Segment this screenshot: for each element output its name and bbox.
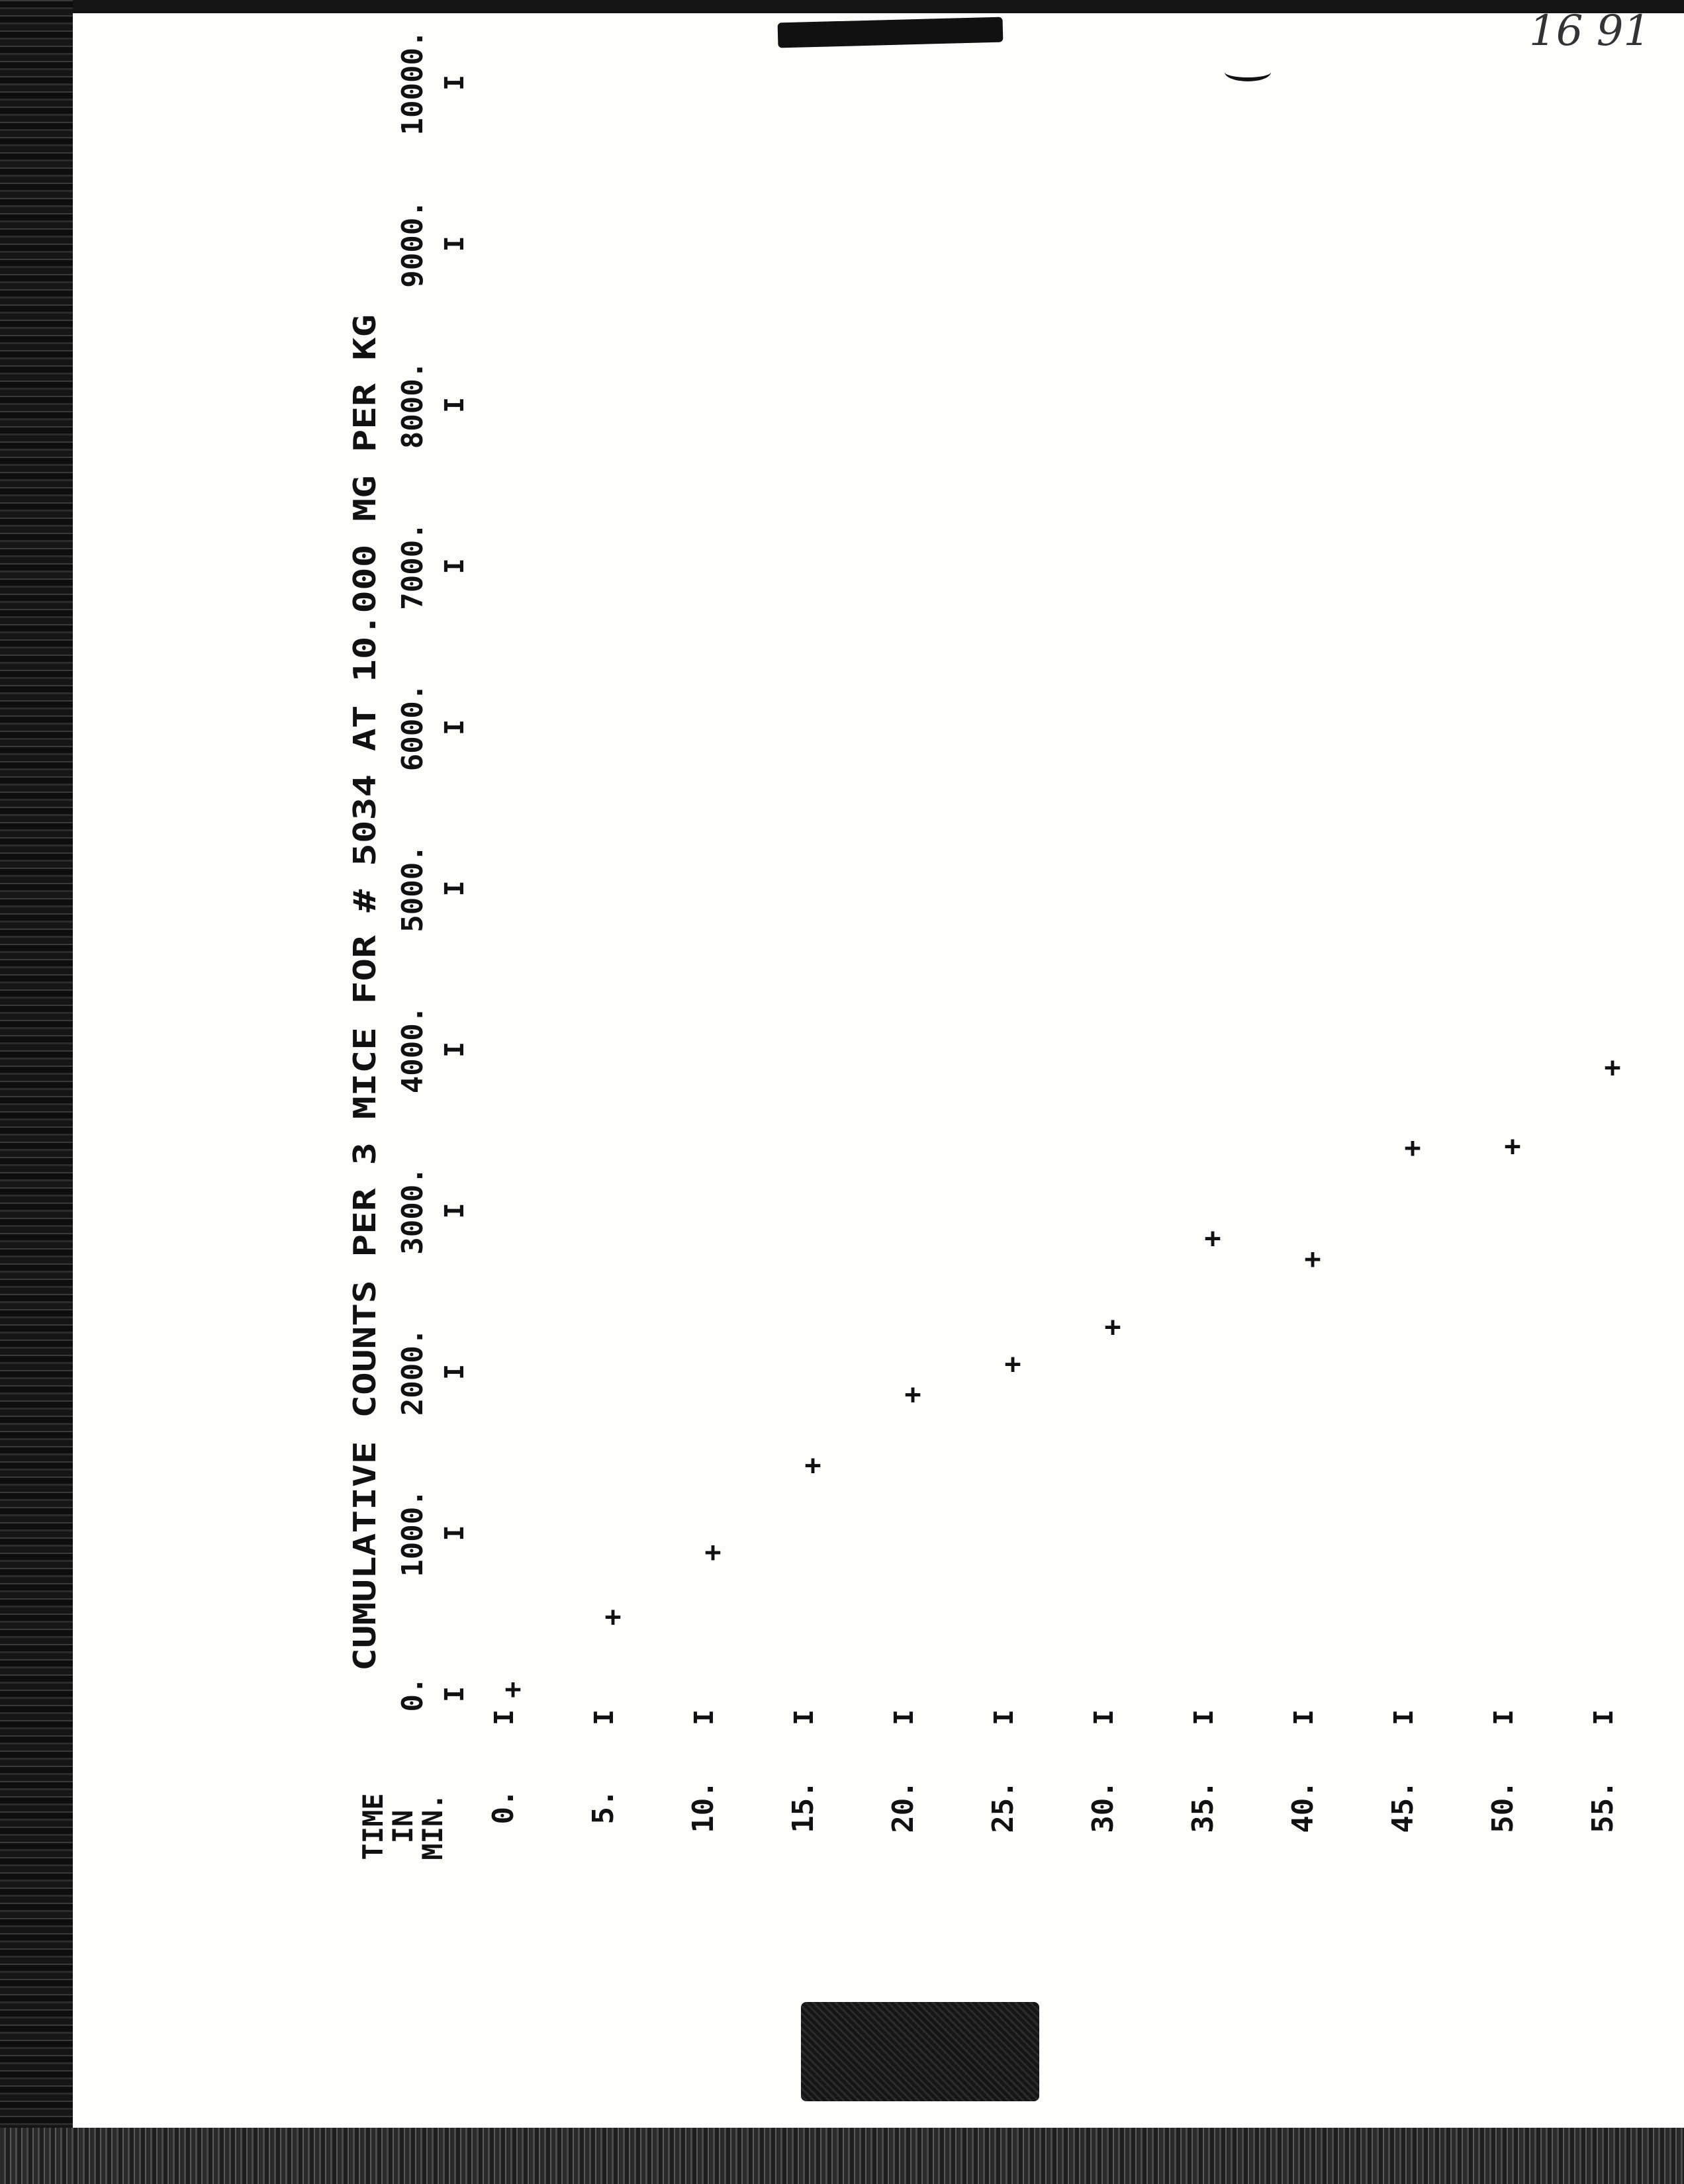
data-point-9: + <box>1404 1131 1421 1164</box>
data-point-10: + <box>1504 1130 1521 1163</box>
count-tick-mark-0: I <box>440 1686 470 1703</box>
time-tick-label-8: 40. <box>1286 1780 1320 1833</box>
count-tick-mark-2: I <box>440 1363 470 1381</box>
time-baseline-mark-9: I <box>1389 1709 1419 1726</box>
time-baseline-mark-6: I <box>1089 1709 1119 1726</box>
count-tick-label-0: 0. <box>396 1676 430 1712</box>
time-baseline-mark-11: I <box>1589 1709 1619 1726</box>
count-tick-label-5: 5000. <box>396 844 430 933</box>
time-baseline-mark-8: I <box>1289 1709 1319 1726</box>
count-tick-label-10: 10000. <box>396 30 430 136</box>
count-tick-label-6: 6000. <box>396 683 430 772</box>
data-point-8: + <box>1304 1242 1321 1275</box>
count-tick-label-4: 4000. <box>396 1005 430 1094</box>
count-tick-mark-8: I <box>440 396 470 414</box>
count-tick-mark-4: I <box>440 1041 470 1058</box>
data-point-6: + <box>1104 1310 1121 1343</box>
time-tick-label-6: 30. <box>1086 1780 1120 1833</box>
time-axis-label-line-1: IN <box>387 1809 419 1844</box>
count-tick-mark-7: I <box>440 558 470 574</box>
count-tick-mark-3: I <box>440 1203 470 1219</box>
chart-layer <box>347 30 1621 1860</box>
data-point-11: + <box>1604 1050 1621 1083</box>
time-tick-label-3: 15. <box>786 1780 820 1833</box>
count-tick-label-8: 8000. <box>396 361 430 449</box>
time-baseline-mark-4: I <box>889 1709 919 1726</box>
time-axis-label-line-0: TIME <box>357 1793 389 1860</box>
time-tick-label-0: 0. <box>487 1789 520 1825</box>
data-point-3: + <box>804 1449 821 1482</box>
count-tick-label-2: 2000. <box>396 1328 430 1416</box>
count-tick-label-1: 1000. <box>396 1489 430 1577</box>
count-tick-mark-1: I <box>440 1525 470 1541</box>
time-tick-label-1: 5. <box>586 1789 620 1825</box>
time-tick-label-7: 35. <box>1186 1780 1220 1833</box>
chart-title: CUMULATIVE COUNTS PER 3 MICE FOR # 5034 AT 10.000 MG PER KG <box>347 590 383 1671</box>
count-tick-label-7: 7000. <box>396 522 430 610</box>
time-tick-label-5: 25. <box>986 1780 1020 1833</box>
time-baseline-mark-2: I <box>689 1709 720 1726</box>
count-tick-mark-9: I <box>440 236 470 252</box>
time-baseline-mark-0: I <box>489 1709 520 1726</box>
time-baseline-mark-7: I <box>1189 1709 1219 1726</box>
time-baseline-mark-10: I <box>1489 1709 1519 1726</box>
data-point-0: + <box>504 1672 522 1706</box>
handwritten-page-number: 16 91 <box>1529 7 1651 56</box>
time-baseline-mark-5: I <box>989 1709 1019 1726</box>
count-tick-label-3: 3000. <box>396 1167 430 1255</box>
data-point-2: + <box>704 1535 722 1569</box>
time-tick-label-9: 45. <box>1386 1780 1420 1833</box>
time-tick-label-11: 55. <box>1586 1780 1620 1833</box>
data-point-7: + <box>1204 1221 1221 1254</box>
data-point-1: + <box>604 1600 622 1633</box>
count-tick-label-9: 9000. <box>396 200 430 288</box>
data-point-4: + <box>904 1378 921 1411</box>
time-axis-label-line-2: MIN. <box>416 1793 449 1860</box>
time-tick-label-10: 50. <box>1486 1780 1520 1833</box>
count-tick-mark-6: I <box>440 719 470 736</box>
count-tick-mark-10: I <box>440 74 470 91</box>
time-baseline-mark-1: I <box>589 1709 620 1726</box>
time-tick-label-2: 10. <box>686 1780 720 1833</box>
time-baseline-mark-3: I <box>789 1709 819 1726</box>
time-tick-label-4: 20. <box>886 1780 920 1833</box>
data-point-5: + <box>1004 1347 1021 1380</box>
count-tick-mark-5: I <box>440 880 470 897</box>
